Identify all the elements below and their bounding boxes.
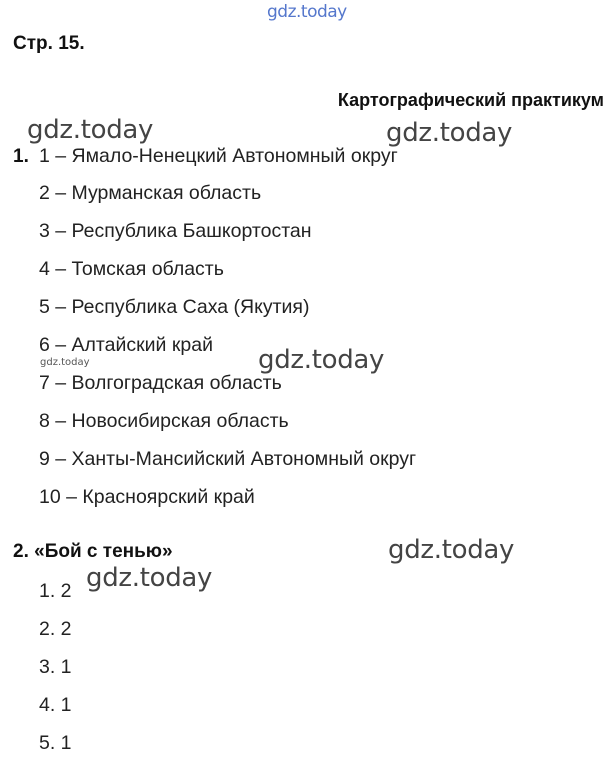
list-item: 5 – Республика Саха (Якутия) [39, 296, 310, 318]
section2-title: 2. «Бой с тенью» [13, 541, 173, 562]
answer-item: 4. 1 [39, 694, 72, 716]
list-item: 10 – Красноярский край [39, 486, 255, 508]
list-item: 6 – Алтайский край [39, 334, 213, 356]
section1-number: 1. [13, 146, 29, 167]
list-item: 4 – Томская область [39, 258, 224, 280]
list-item: 1 – Ямало-Ненецкий Автономный округ [39, 145, 398, 167]
watermark-small: gdz.today [40, 357, 90, 368]
list-item: 3 – Республика Башкортостан [39, 220, 312, 242]
list-item: 7 – Волгоградская область [39, 372, 282, 394]
watermark: gdz.today [27, 115, 154, 145]
list-item: 9 – Ханты-Мансийский Автономный округ [39, 448, 417, 470]
watermark: gdz.today [258, 345, 385, 375]
watermark: gdz.today [388, 535, 515, 565]
page-reference: Стр. 15. [13, 33, 85, 54]
list-item: 8 – Новосибирская область [39, 410, 289, 432]
answer-item: 1. 2 [39, 580, 72, 602]
list-item: 2 – Мурманская область [39, 182, 262, 204]
answer-item: 5. 1 [39, 732, 72, 754]
section-heading: Картографический практикум [337, 90, 604, 110]
watermark-top: gdz.today [267, 2, 347, 22]
watermark: gdz.today [86, 563, 213, 593]
answer-item: 2. 2 [39, 618, 72, 640]
watermark: gdz.today [386, 118, 513, 148]
answer-item: 3. 1 [39, 656, 72, 678]
